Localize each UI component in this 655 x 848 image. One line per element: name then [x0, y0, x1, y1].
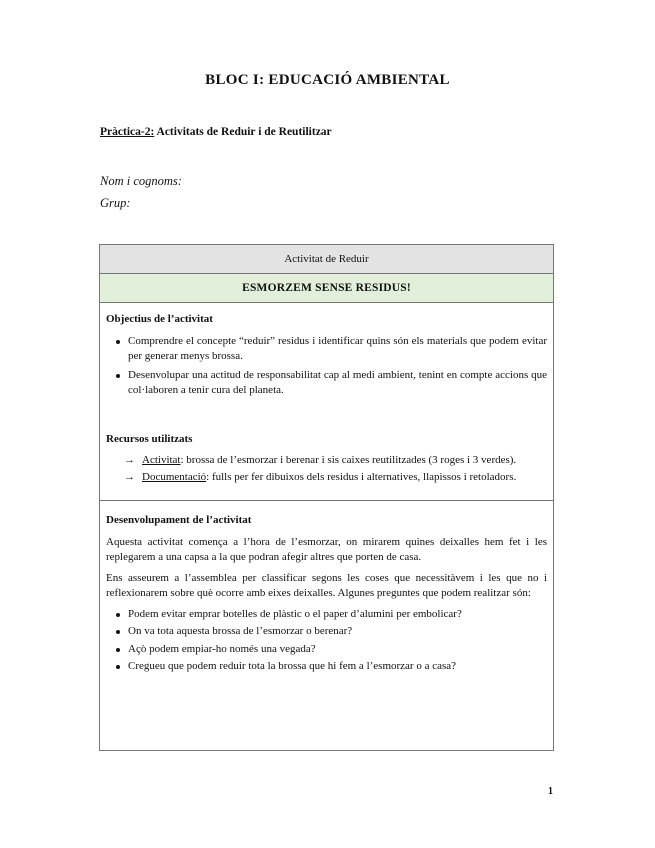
resource-label: Activitat	[142, 454, 181, 466]
resource-text: : brossa de l’esmorzar i berenar i sis caixes reutilitzades (3 roges i 3 verdes).	[180, 454, 517, 466]
development-heading: Desenvolupament de l’activitat	[106, 514, 252, 526]
development-paragraph: Ens asseurem a l’assemblea per classificar segons les coses que necessitàvem i les que no i reflexionarem sobre què ocorre amb eixes deixalles. Algunes preguntes que podem realitzar són:	[106, 571, 547, 599]
objective-item: Comprendre el concepte “reduir” residus i identificar quins són els materials que podem evitar per generar menys brossa.	[128, 334, 547, 365]
practice-heading	[100, 126, 332, 138]
objectives-list	[106, 334, 547, 399]
development-paragraph: Aquesta activitat comença a l’hora de l’esmorzar, on mirarem quines deixalles hem fet i les replegarem a una capsa a la que podran afegir altres que porten de casa.	[106, 535, 547, 563]
question-item: On va tota aquesta brossa de l’esmorzar o berenar?	[128, 624, 547, 640]
arrow-right-icon: →	[124, 454, 135, 466]
page-number: 1	[548, 786, 553, 797]
question-item: Açò podem empiar-ho només una vegada?	[128, 642, 547, 658]
resource-item	[124, 453, 547, 469]
development-section	[100, 501, 553, 675]
objectives-resources-section	[100, 303, 553, 501]
resource-text: : fulls per fer dibuixos dels residus i alternatives, llapissos i retoladors.	[206, 470, 517, 483]
practice-title: Activitats de Reduir i de Reutilitzar	[154, 126, 332, 138]
resources-heading: Recursos utilitzats	[106, 432, 193, 445]
resource-item	[124, 470, 547, 486]
question-item: Cregueu que podem reduir tota la brossa que hi fem a l’esmorzar o a casa?	[128, 659, 547, 675]
question-item: Podem evitar emprar botelles de plàstic o el paper d’alumini per embolicar?	[128, 607, 547, 623]
activity-table	[99, 244, 554, 751]
resources-list	[106, 453, 547, 485]
activity-name-header: ESMORZEM SENSE RESIDUS!	[100, 274, 553, 303]
resource-label: Documentació	[142, 470, 207, 483]
practice-label: Pràctica-2:	[100, 126, 155, 138]
name-field-label: Nom i cognoms:	[100, 174, 182, 188]
objective-item: Desenvolupar una actitud de responsabilitat cap al medi ambient, tenint en compte accions que col·laboren a tenir cura del planeta.	[128, 368, 547, 399]
activity-type-header: Activitat de Reduir	[100, 245, 553, 274]
group-field-label: Grup:	[100, 196, 131, 210]
questions-list	[106, 607, 547, 675]
document-title: BLOC I: EDUCACIÓ AMBIENTAL	[205, 72, 450, 88]
objectives-heading: Objectius de l’activitat	[106, 313, 213, 325]
arrow-right-icon: →	[124, 470, 135, 483]
